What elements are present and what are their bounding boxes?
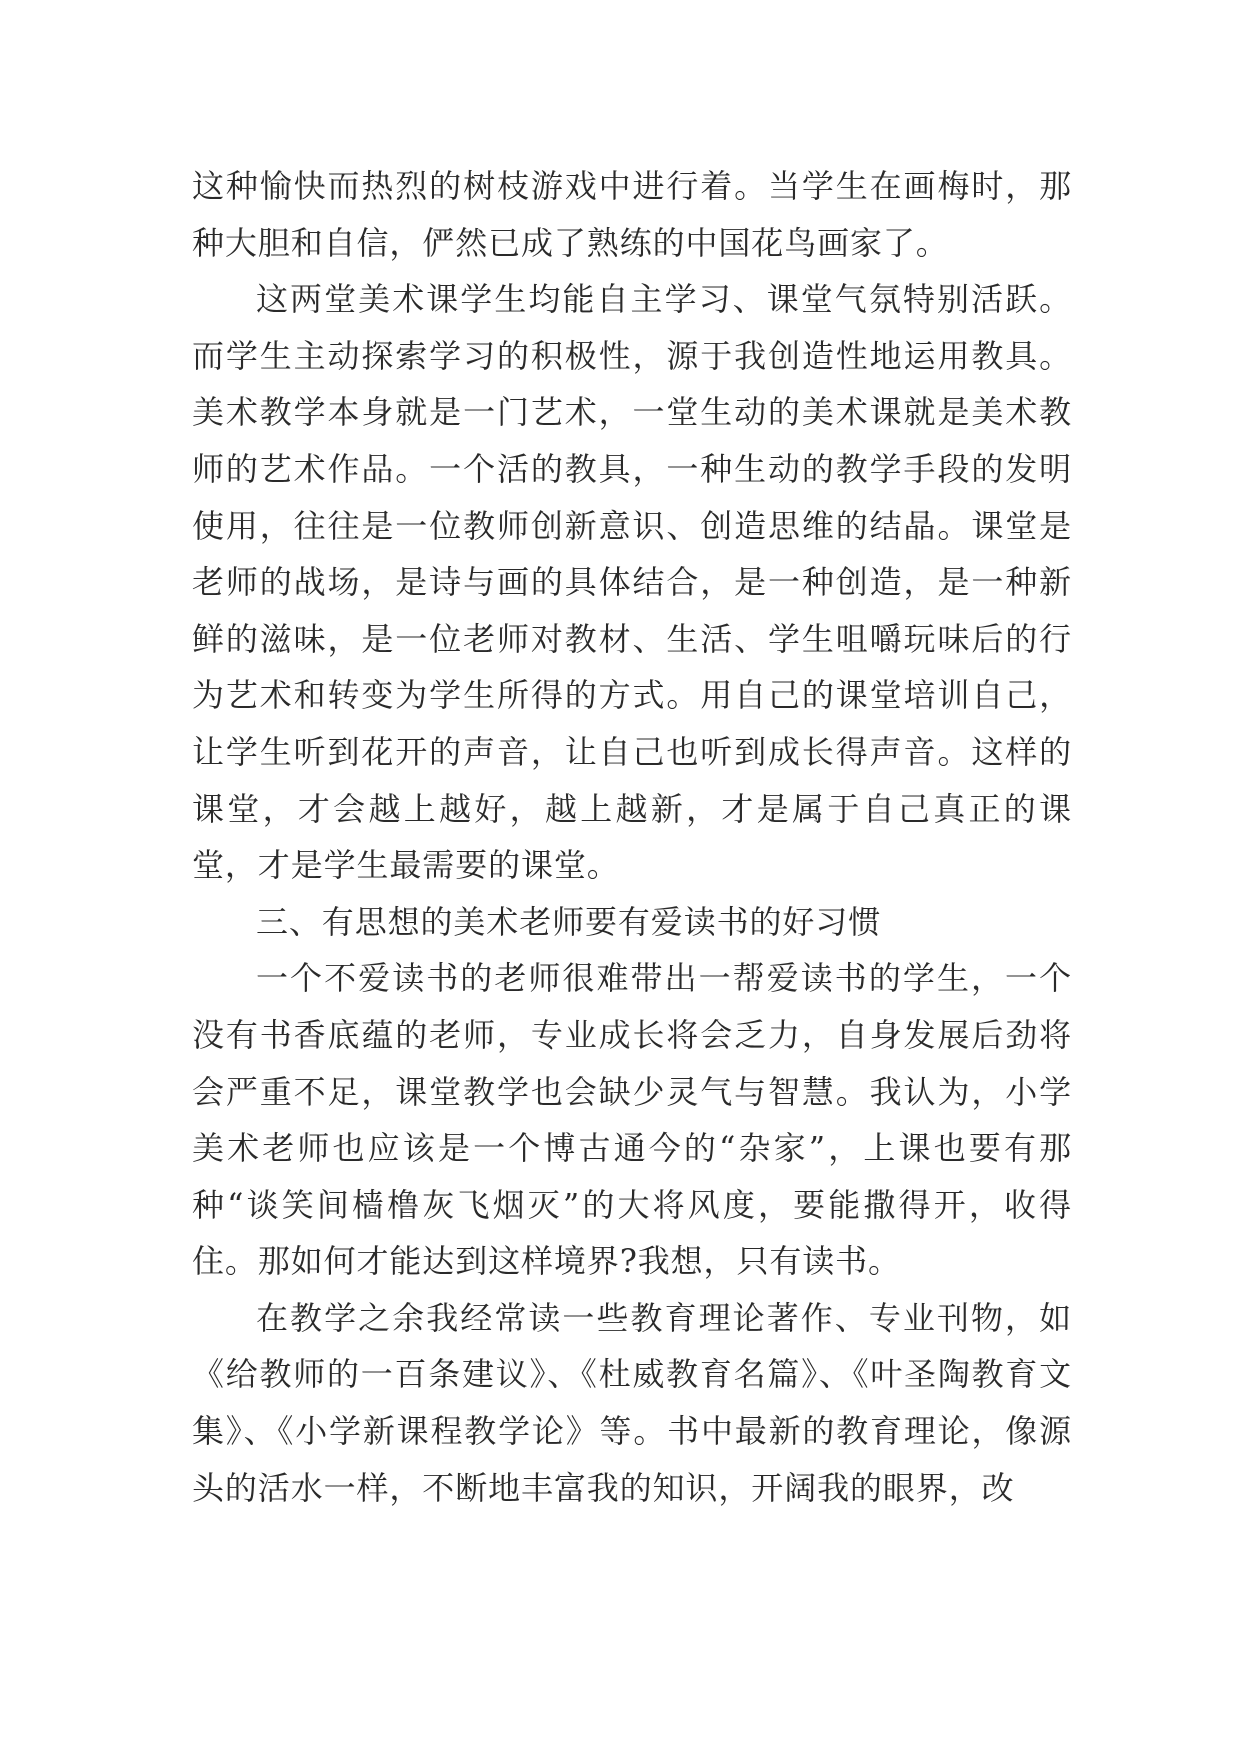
paragraph-continuation: 这种愉快而热烈的树枝游戏中进行着。当学生在画梅时，那种大胆和自信，俨然已成了熟练的中国花鸟画家了。 — [192, 167, 1072, 262]
paragraph-reading: 一个不爱读书的老师很难带出一帮爱读书的学生，一个没有书香底蕴的老师，专业成长将会乏力，自身发展后劲将会严重不足，课堂教学也会缺少灵气与智慧。我认为，小学美术老师也应该是一个博古通今的“杂家”，上课也要有那种“谈笑间樯橹灰飞烟灭”的大将风度，要能撒得开，收得住。那如何才能达到这样境界?我想，只有读书。 — [192, 959, 1072, 1281]
paragraph-books: 在教学之余我经常读一些教育理论著作、专业刊物，如《给教师的一百条建议》、《杜威教育名篇》、《叶圣陶教育文集》、《小学新课程教学论》等。书中最新的教育理论，像源头的活水一样，不断地丰富我的知识，开阔我的眼界，改 — [192, 1298, 1072, 1507]
body-text — [192, 158, 1072, 1516]
section-heading: 三、有思想的美术老师要有爱读书的好习惯 — [256, 902, 882, 941]
paragraph-art-class: 这两堂美术课学生均能自主学习、课堂气氛特别活跃。而学生主动探索学习的积极性，源于我创造性地运用教具。美术教学本身就是一门艺术，一堂生动的美术课就是美术教师的艺术作品。一个活的教具，一种生动的教学手段的发明使用，往往是一位教师创新意识、创造思维的结晶。课堂是老师的战场，是诗与画的具体结合，是一种创造，是一种新鲜的滋味，是一位老师对教材、生活、学生咀嚼玩味后的行为艺术和转变为学生所得的方式。用自己的课堂培训自己，让学生听到花开的声音，让自己也听到成长得声音。这样的课堂，才会越上越好，越上越新，才是属于自己真正的课堂，才是学生最需要的课堂。 — [192, 280, 1072, 885]
